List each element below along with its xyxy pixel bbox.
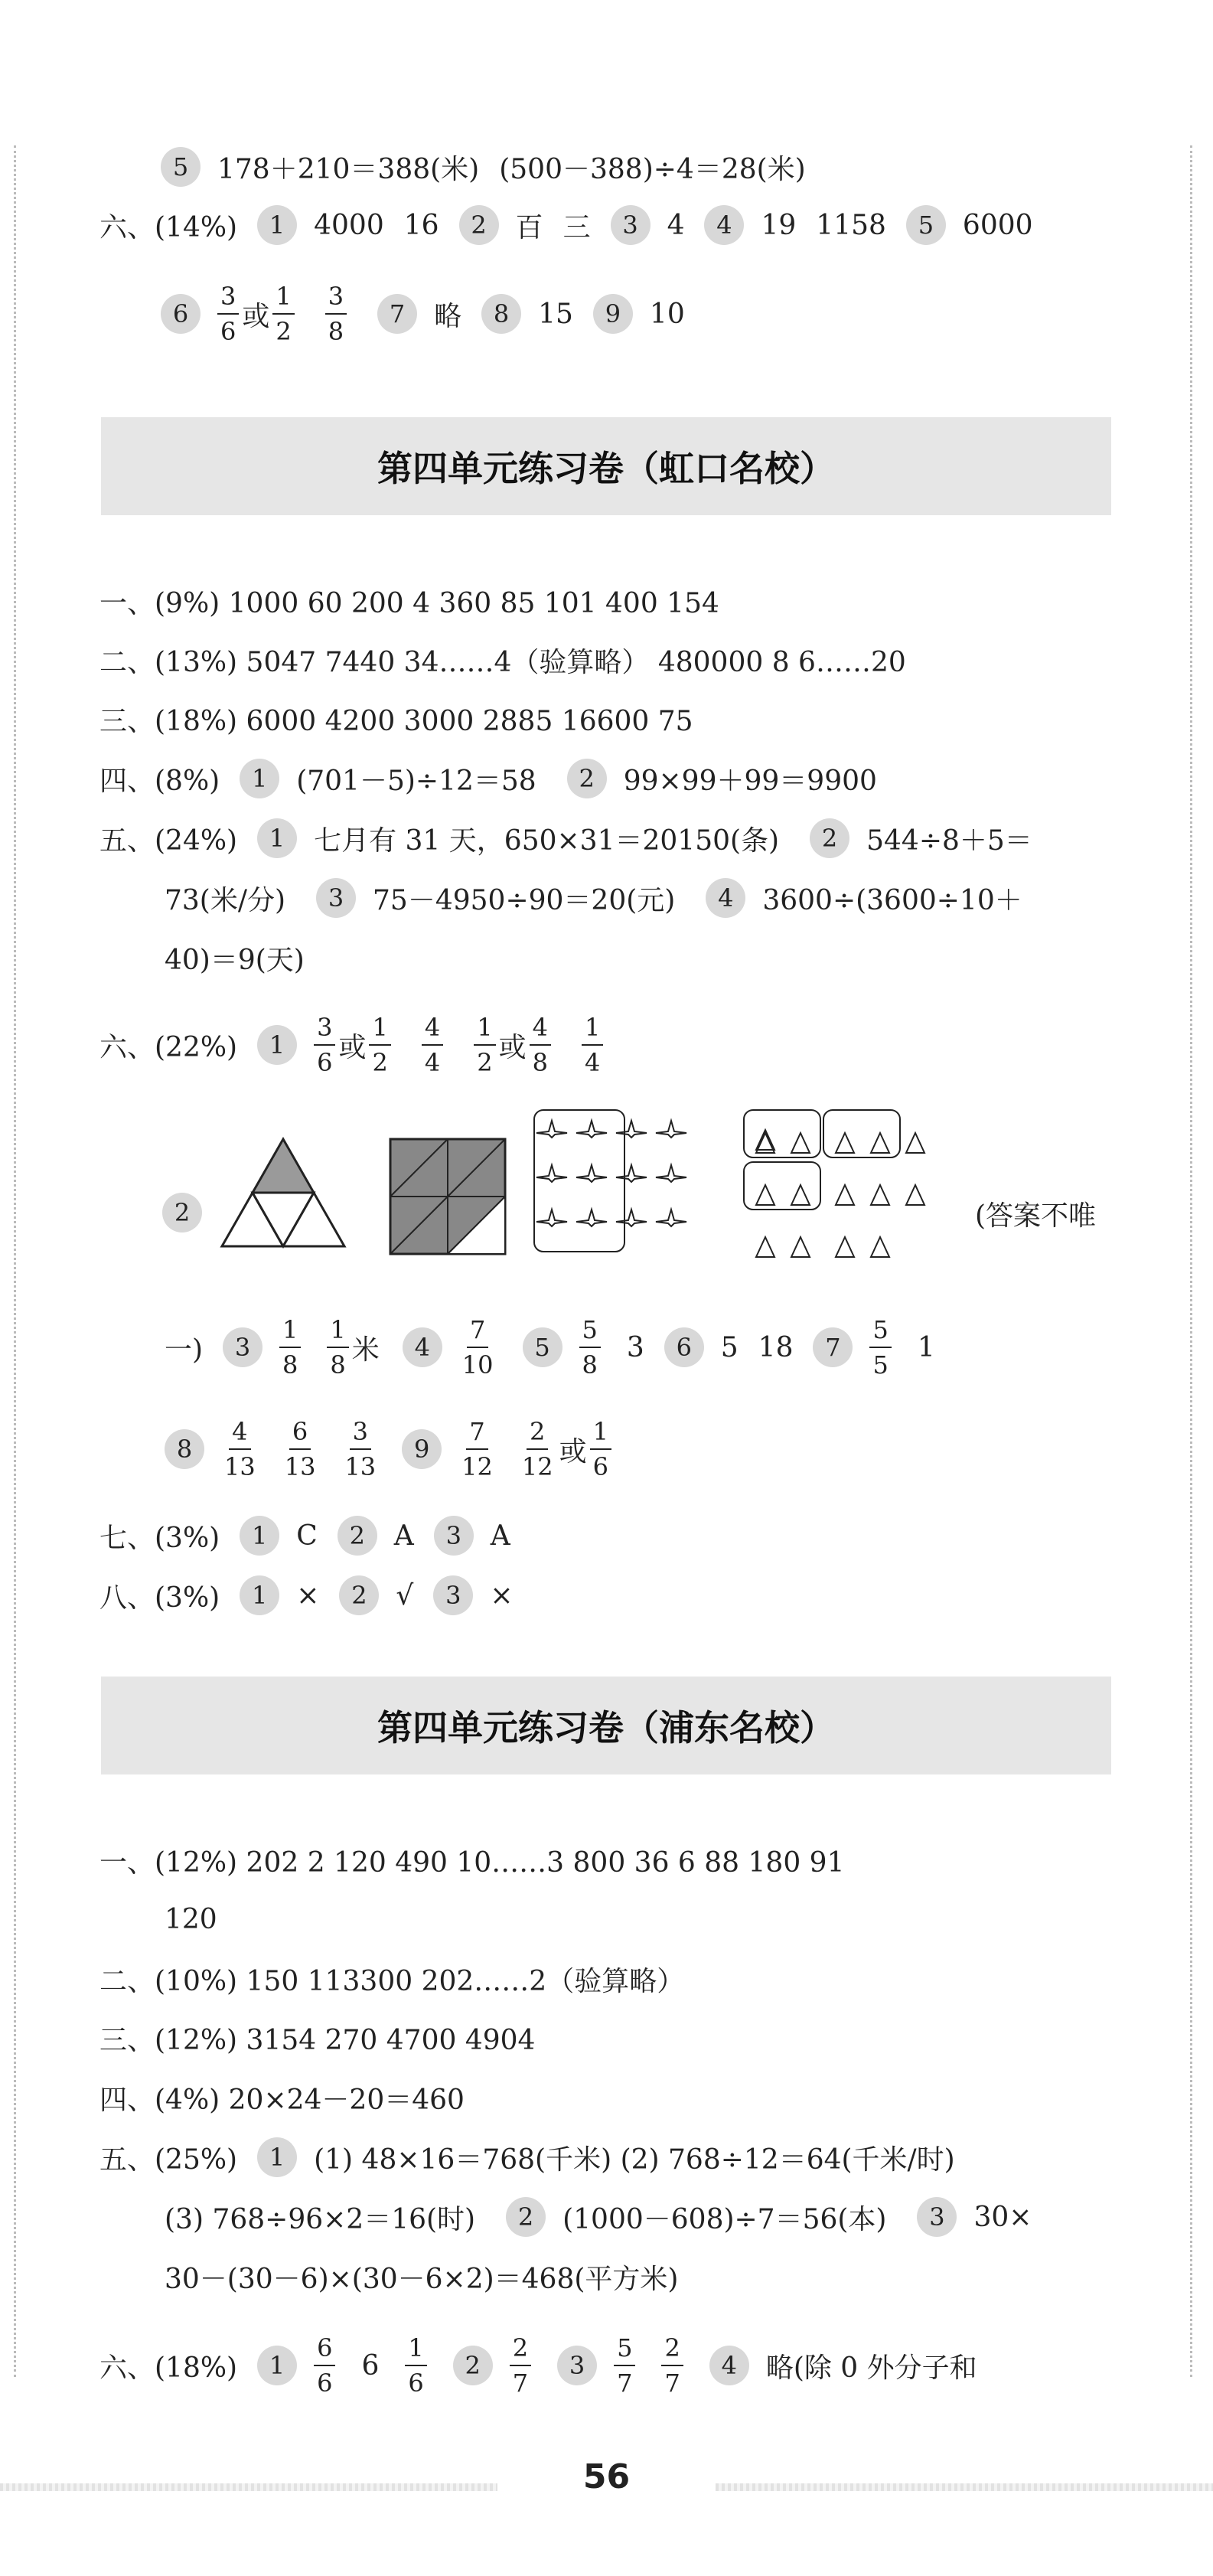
fraction — [405, 2333, 426, 2398]
denominator: 13 — [344, 1452, 377, 1481]
denominator: 4 — [584, 1048, 601, 1077]
question-number: 3 — [611, 205, 651, 245]
answer-line — [99, 1505, 1121, 1566]
fraction — [458, 1419, 496, 1479]
fraction — [314, 2333, 335, 2398]
answer-line: 一、(12%) 202 2 120 490 10……3 800 36 6 88 180 91 — [99, 1846, 845, 1879]
denominator: 7 — [664, 2369, 680, 2398]
numerator: 4 — [530, 1015, 551, 1046]
section-label: 六、(14%) — [99, 211, 238, 243]
answer-line: 三、(18%) 6000 4200 3000 2885 16600 75 — [99, 705, 693, 737]
question-number: 2 — [810, 818, 849, 858]
answer-line: 二、(10%) 150 113300 202……2（验算略） — [99, 1965, 685, 1997]
question-number: 3 — [917, 2197, 957, 2237]
answer-text: 99×99＋99＝9900 — [623, 765, 877, 797]
question-number: 2 — [162, 1193, 202, 1232]
question-number: 4 — [403, 1327, 442, 1367]
numerator: 2 — [527, 1419, 548, 1450]
answer-line — [165, 1305, 1121, 1389]
answer-line — [165, 1407, 1121, 1491]
numerator: 4 — [422, 1015, 443, 1046]
question-number: 4 — [709, 2346, 749, 2385]
fraction — [422, 1015, 443, 1075]
question-number: 8 — [165, 1429, 204, 1469]
answer-text: 三 — [562, 211, 591, 243]
answer-text: A — [490, 1520, 510, 1552]
question-number: 4 — [706, 878, 745, 918]
answer-text: 6000 — [962, 209, 1033, 241]
answer-text: 19 — [761, 209, 797, 241]
section-label: 八、(3%) — [99, 1582, 220, 1614]
fraction — [459, 1317, 497, 1377]
fraction — [590, 1419, 611, 1479]
question-number: 2 — [339, 1575, 379, 1615]
numerator: 3 — [314, 1015, 335, 1046]
answer-line — [99, 1565, 1121, 1626]
denominator: 6 — [408, 2369, 424, 2398]
question-number: 3 — [223, 1327, 262, 1367]
numerator: 1 — [327, 1317, 348, 1348]
denominator: 6 — [592, 1452, 608, 1481]
question-number: 2 — [337, 1516, 377, 1556]
answer-note: (答案不唯 — [975, 1200, 1097, 1232]
unit-text: 米 — [351, 1334, 380, 1366]
answer-text: 七月有 31 天，650×31＝20150(条) — [314, 824, 780, 857]
answer-text: 3 — [626, 1331, 644, 1363]
question-number: 1 — [240, 759, 279, 798]
question-number: 2 — [567, 759, 607, 798]
numerator: 2 — [661, 2336, 683, 2366]
answer-line — [99, 194, 1121, 256]
question-number: 1 — [257, 205, 297, 245]
numerator: 1 — [590, 1419, 611, 1450]
answer-text: A — [393, 1520, 414, 1552]
denominator: 7 — [512, 2369, 529, 2398]
section-banner: 第四单元练习卷（浦东名校） — [101, 1677, 1111, 1774]
numerator: 1 — [369, 1015, 390, 1046]
answer-text: 15 — [538, 298, 573, 330]
section-label: 六、(22%) — [99, 1031, 238, 1063]
stars-figure — [534, 1110, 686, 1252]
answer-text: 16 — [403, 209, 439, 241]
question-number: 5 — [161, 147, 201, 187]
page-number: 56 — [582, 2457, 631, 2496]
denominator: 13 — [224, 1452, 256, 1481]
fraction — [369, 1015, 390, 1075]
denominator: 10 — [461, 1350, 494, 1379]
answer-line — [99, 1003, 1121, 1087]
fraction — [582, 1015, 603, 1075]
numerator: 6 — [289, 1419, 311, 1450]
question-number: 4 — [704, 205, 744, 245]
denominator: 2 — [276, 317, 292, 346]
question-number: 8 — [481, 294, 521, 334]
denominator: 12 — [461, 1452, 493, 1481]
answer-line: 30－(30－6)×(30－6×2)＝468(平方米) — [165, 2263, 679, 2295]
question-number: 9 — [402, 1429, 442, 1469]
answer-text: 百 — [515, 211, 543, 243]
answer-text: 1158 — [816, 209, 886, 241]
or-text: 或 — [338, 1031, 367, 1063]
answer-text: 一) — [165, 1334, 204, 1366]
denominator: 4 — [424, 1048, 441, 1077]
answer-text: 6 — [361, 2349, 380, 2382]
numerator: 5 — [579, 1317, 601, 1348]
numerator: 1 — [405, 2336, 426, 2366]
answer-text: 4000 — [314, 209, 384, 241]
denominator: 5 — [872, 1350, 889, 1379]
numerator: 6 — [314, 2336, 335, 2366]
triangle-figure — [222, 1139, 344, 1246]
question-number: 3 — [557, 2346, 597, 2385]
answer-text: √ — [396, 1579, 414, 1611]
fraction — [282, 1419, 319, 1479]
answer-text: 略(除 0 外分子和 — [765, 2352, 977, 2384]
denominator: 8 — [582, 1350, 598, 1379]
answer-text: 3600÷(3600÷10＋ — [762, 884, 1022, 916]
answer-line — [161, 276, 1121, 352]
fraction — [579, 1317, 601, 1377]
denominator: 6 — [317, 1048, 333, 1077]
section-banner: 第四单元练习卷（虹口名校） — [101, 417, 1111, 515]
question-number: 3 — [433, 1575, 473, 1615]
question-number: 1 — [240, 1575, 279, 1615]
fraction — [530, 1015, 551, 1075]
answer-line: 三、(12%) 3154 270 4700 4904 — [99, 2024, 536, 2056]
or-text: 或 — [242, 300, 270, 332]
answer-text: (3) 768÷96×2＝16(时) — [165, 2203, 476, 2235]
denominator: 6 — [220, 317, 236, 346]
fraction — [314, 1015, 335, 1075]
numerator: 2 — [510, 2336, 531, 2366]
fraction — [474, 1015, 495, 1075]
fraction — [217, 284, 239, 344]
fraction — [272, 284, 294, 344]
section-label: 七、(3%) — [99, 1522, 220, 1554]
question-number: 3 — [434, 1516, 474, 1556]
denominator: 8 — [330, 1350, 346, 1379]
numerator: 7 — [467, 1317, 488, 1348]
answer-line — [99, 808, 1121, 869]
numerator: 3 — [325, 284, 347, 315]
fraction — [279, 1317, 301, 1377]
question-number: 7 — [813, 1327, 853, 1367]
answer-text: 544÷8＋5＝ — [866, 824, 1032, 857]
fraction — [510, 2333, 531, 2398]
answer-text: 75－4950÷90＝20(元) — [373, 884, 676, 916]
answer-text: (500－388)÷4＝28(米) — [499, 153, 806, 185]
answer-text: 18 — [758, 1331, 794, 1363]
fraction — [221, 1419, 259, 1479]
answer-line: 四、(4%) 20×24－20＝460 — [99, 2084, 465, 2116]
answer-text: × — [490, 1579, 514, 1611]
denominator: 13 — [284, 1452, 316, 1481]
fraction — [661, 2333, 683, 2398]
fraction — [325, 284, 347, 344]
fraction — [519, 1419, 556, 1479]
answer-line — [99, 2127, 1121, 2188]
denominator: 2 — [372, 1048, 388, 1077]
numerator: 3 — [350, 1419, 371, 1450]
numerator: 4 — [229, 1419, 250, 1450]
numerator: 1 — [582, 1015, 603, 1046]
answer-text: C — [296, 1520, 318, 1552]
denominator: 8 — [282, 1350, 298, 1379]
numerator: 5 — [869, 1317, 891, 1348]
right-margin-dots — [1190, 145, 1192, 2377]
numerator: 1 — [272, 284, 294, 315]
triangles-figure — [744, 1110, 924, 1257]
square-figure — [390, 1139, 505, 1254]
section-label: 五、(24%) — [99, 824, 238, 857]
denominator: 8 — [532, 1048, 548, 1077]
question-number: 2 — [453, 2346, 493, 2385]
answer-text: 1 — [917, 1331, 935, 1363]
or-text: 或 — [559, 1435, 587, 1468]
question-number: 9 — [593, 294, 633, 334]
answer-line: 二、(13%) 5047 7440 34……4（验算略） 480000 8 6……20 — [99, 646, 906, 678]
question-number: 2 — [459, 205, 499, 245]
answer-line — [165, 2186, 1121, 2248]
fraction — [327, 1317, 348, 1377]
section-label: 六、(18%) — [99, 2352, 238, 2384]
fraction — [614, 2333, 635, 2398]
question-number: 6 — [161, 294, 201, 334]
answer-text: 30× — [973, 2201, 1032, 2233]
left-margin-dots — [14, 145, 16, 2377]
numerator: 1 — [279, 1317, 301, 1348]
answer-text: 73(米/分) — [165, 884, 286, 916]
answer-line: 120 — [165, 1903, 217, 1935]
denominator: 12 — [521, 1452, 553, 1481]
section-label: 五、(25%) — [99, 2143, 238, 2176]
answer-text: (701－5)÷12＝58 — [296, 765, 536, 797]
answer-line: 一、(9%) 1000 60 200 4 360 85 101 400 154 — [99, 587, 719, 619]
or-text: 或 — [498, 1031, 527, 1063]
answer-text: (1) 48×16＝768(千米) (2) 768÷12＝64(千米/时) — [314, 2143, 955, 2176]
denominator: 6 — [317, 2369, 333, 2398]
numerator: 5 — [614, 2336, 635, 2366]
denominator: 2 — [477, 1048, 493, 1077]
question-number: 1 — [257, 1025, 297, 1065]
numerator: 1 — [474, 1015, 495, 1046]
answer-text: 4 — [667, 209, 685, 241]
numerator: 3 — [217, 284, 239, 315]
question-number: 1 — [257, 2346, 297, 2385]
answer-text: 10 — [649, 298, 685, 330]
denominator: 8 — [328, 317, 344, 346]
answer-text: (1000－608)÷7＝56(本) — [562, 2203, 887, 2235]
answer-text: 略 — [434, 300, 462, 332]
question-number: 5 — [523, 1327, 562, 1367]
answer-line — [99, 748, 1121, 809]
fraction — [341, 1419, 379, 1479]
question-number: 6 — [664, 1327, 704, 1367]
section-label: 四、(8%) — [99, 765, 220, 797]
answer-line — [99, 2323, 1121, 2408]
question-number: 5 — [906, 205, 946, 245]
answer-line — [165, 867, 1121, 929]
answer-line: 40)＝9(天) — [165, 944, 305, 976]
denominator: 7 — [617, 2369, 633, 2398]
question-number: 1 — [257, 818, 297, 858]
answer-text: 178＋210＝388(米) — [217, 153, 480, 185]
question-number: 3 — [316, 878, 356, 918]
answer-text: 5 — [720, 1331, 739, 1363]
question-number: 2 — [506, 2197, 546, 2237]
answer-line — [161, 136, 1121, 198]
question-number: 7 — [377, 294, 417, 334]
answer-text: × — [296, 1579, 320, 1611]
question-number: 1 — [240, 1516, 279, 1556]
numerator: 7 — [466, 1419, 487, 1450]
fraction — [869, 1317, 891, 1377]
question-number: 1 — [257, 2137, 297, 2177]
